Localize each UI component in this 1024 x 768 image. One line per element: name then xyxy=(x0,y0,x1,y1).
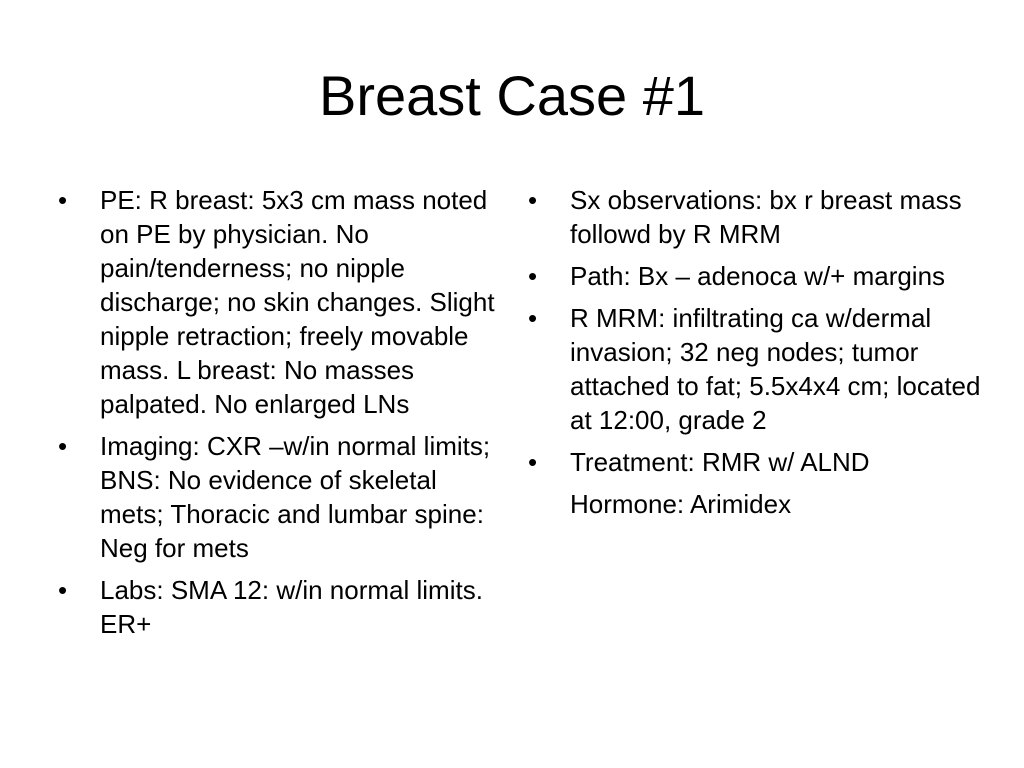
bullet-icon: • xyxy=(528,303,538,333)
bullet-text: Imaging: CXR –w/in normal limits; BNS: No evidence of skeletal mets; Thoracic and lumbar spine: Neg for mets xyxy=(100,431,491,563)
bullet-icon: • xyxy=(528,261,538,291)
bullet-item-path xyxy=(528,259,988,293)
bullet-text: Treatment: RMR w/ ALND xyxy=(570,447,870,477)
bullet-item-imaging xyxy=(58,429,498,565)
bullet-icon: • xyxy=(528,447,538,477)
bullet-icon: • xyxy=(58,575,68,605)
bullet-icon: • xyxy=(528,185,538,215)
bullet-text: PE: R breast: 5x3 cm mass noted on PE by physician. No pain/tenderness; no nipple discharge; no skin changes. Slight nipple retraction; freely movable mass. L breast: No masses palpated. No enlarged LNs xyxy=(100,185,495,419)
bullet-icon: • xyxy=(58,431,68,461)
bullet-text: R MRM: infiltrating ca w/dermal invasion; 32 neg nodes; tumor attached to fat; 5.5x4x4 cm; located at 12:00, grade 2 xyxy=(570,303,981,435)
hormone-line: Hormone: Arimidex xyxy=(570,489,792,519)
bullet-icon: • xyxy=(58,185,68,215)
slide-title: Breast Case #1 xyxy=(319,64,705,127)
bullet-text: Labs: SMA 12: w/in normal limits. ER+ xyxy=(100,575,483,639)
left-bullet-list xyxy=(58,183,498,649)
bullet-item-sx-observations xyxy=(528,183,988,251)
bullet-text: Path: Bx – adenoca w/+ margins xyxy=(570,261,946,291)
bullet-item-pe xyxy=(58,183,498,421)
bullet-item-labs xyxy=(58,573,498,641)
bullet-text: Sx observations: bx r breast mass followd by R MRM xyxy=(570,185,962,249)
right-bullet-list xyxy=(528,183,988,521)
bullet-item-treatment xyxy=(528,445,988,479)
bullet-item-r-mrm xyxy=(528,301,988,437)
